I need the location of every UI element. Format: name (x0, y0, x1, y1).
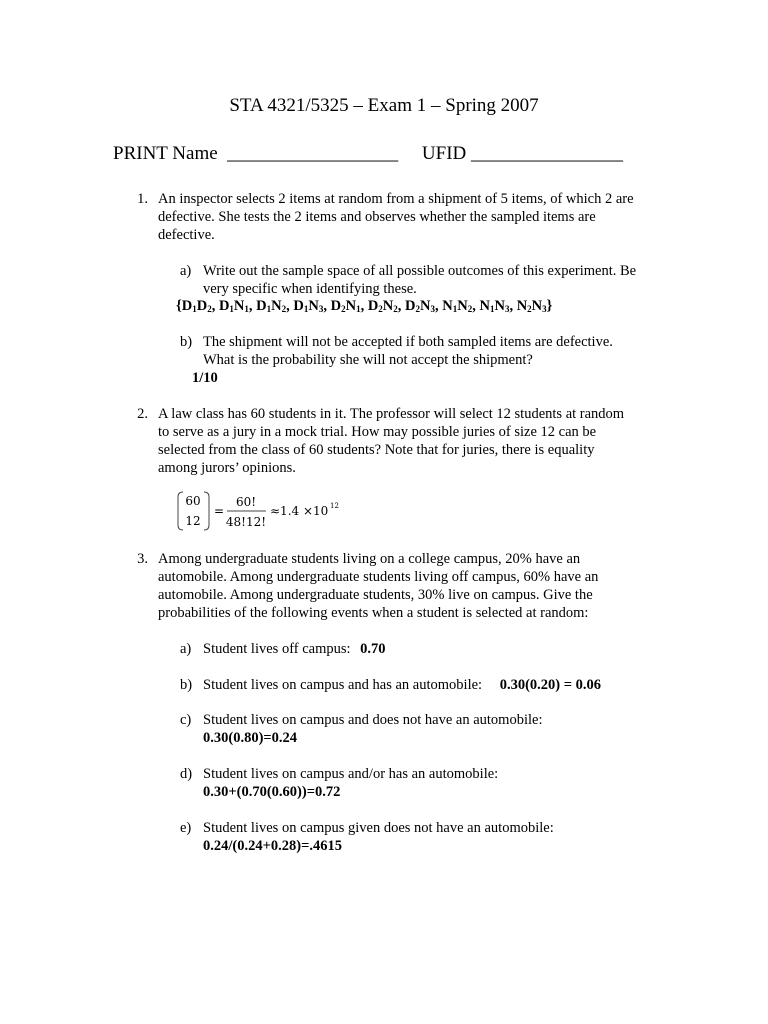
question-3a-row (203, 640, 673, 658)
question-1-number: 1. (137, 191, 148, 207)
question-3b-letter: b) (180, 677, 193, 693)
question-3-text (158, 550, 668, 622)
question-2-line-4: among jurors’ opinions. (158, 460, 296, 476)
formula-equals: = (214, 504, 225, 518)
left-paren (178, 492, 183, 530)
name-ufid-line: PRINT Name __________________ UFID ________________ (113, 143, 624, 164)
question-3c-text: Student lives on campus and does not have an automobile: (203, 712, 543, 728)
question-3e-answer: 0.24/(0.24+0.28)=.4615 (203, 838, 342, 854)
formula-n: 60 (185, 494, 201, 508)
question-3d-answer: 0.30+(0.70(0.60))=0.72 (203, 784, 341, 800)
question-3c-letter: c) (180, 712, 192, 728)
question-3c-block (203, 711, 673, 747)
question-1-line-2: defective. She tests the 2 items and observes whether the sampled items are (158, 209, 596, 225)
question-1b-text (203, 333, 673, 369)
right-paren (204, 492, 209, 530)
question-3c-answer: 0.30(0.80)=0.24 (203, 730, 298, 746)
combination-formula (176, 488, 356, 534)
question-3b-answer: 0.30(0.20) = 0.06 (499, 677, 601, 693)
exam-title: STA 4321/5325 – Exam 1 – Spring 2007 (229, 95, 539, 116)
question-2-number: 2. (137, 406, 148, 422)
question-3b-row (203, 676, 723, 694)
question-1b-line-2: What is the probability she will not accept the shipment? (203, 352, 533, 368)
question-3e-text: Student lives on campus given does not have an automobile: (203, 820, 554, 836)
question-3-line-3: automobile. Among undergraduate students, 30% live on campus. Give the (158, 587, 593, 603)
question-2-line-1: A law class has 60 students in it. The professor will select 12 students at random (158, 406, 625, 422)
question-2-line-3: selected from the class of 60 students? Note that for juries, there is equality (158, 442, 595, 458)
formula-denominator: 48!12! (225, 515, 267, 529)
question-1-line-3: defective. (158, 227, 215, 243)
question-3-line-1: Among undergraduate students living on a college campus, 20% have an (158, 551, 581, 567)
question-1a-answer: {$D_1D_2$, $D_1N_1$, $D_1N_2$, $D_1N_3$, $D_2N_1$, $D_2N_2$, $D_2N_3$, $N_1N_2$, $N_1N_3$, $N_2N_3$} (176, 298, 553, 314)
question-3d-letter: d) (180, 766, 193, 782)
question-3-number: 3. (137, 551, 148, 567)
question-1a-letter: a) (180, 263, 192, 279)
question-1-text (158, 190, 668, 244)
question-3a-letter: a) (180, 641, 192, 657)
question-2-text (158, 405, 668, 477)
question-1a-line-2: very specific when identifying these. (203, 281, 417, 297)
question-3e-letter: e) (180, 820, 192, 836)
question-2-line-2: to serve as a jury in a mock trial. How may possible juries of size 12 can be (158, 424, 597, 440)
formula-approx: ≈1.4 ×10 (270, 504, 329, 518)
question-3a-text: Student lives off campus: (203, 641, 351, 657)
question-3e-block (203, 819, 673, 855)
question-1a-text (203, 262, 673, 298)
formula-numerator: 60! (235, 495, 257, 509)
question-1b-line-1: The shipment will not be accepted if both sampled items are defective. (203, 334, 613, 350)
question-1a-line-1: Write out the sample space of all possible outcomes of this experiment. Be (203, 263, 637, 279)
formula-exponent: 12 (330, 502, 339, 510)
question-1-line-1: An inspector selects 2 items at random from a shipment of 5 items, of which 2 are (158, 191, 634, 207)
formula-k: 12 (185, 514, 201, 528)
question-3d-block (203, 765, 673, 801)
question-1b-answer: 1/10 (192, 370, 218, 386)
question-3a-answer: 0.70 (360, 641, 386, 657)
question-3-line-2: automobile. Among undergraduate students living off campus, 60% have an (158, 569, 599, 585)
question-1b-letter: b) (180, 334, 193, 350)
question-3b-text: Student lives on campus and has an automobile: (203, 677, 483, 693)
question-3-line-4: probabilities of the following events when a student is selected at random: (158, 605, 589, 621)
question-3d-text: Student lives on campus and/or has an automobile: (203, 766, 499, 782)
